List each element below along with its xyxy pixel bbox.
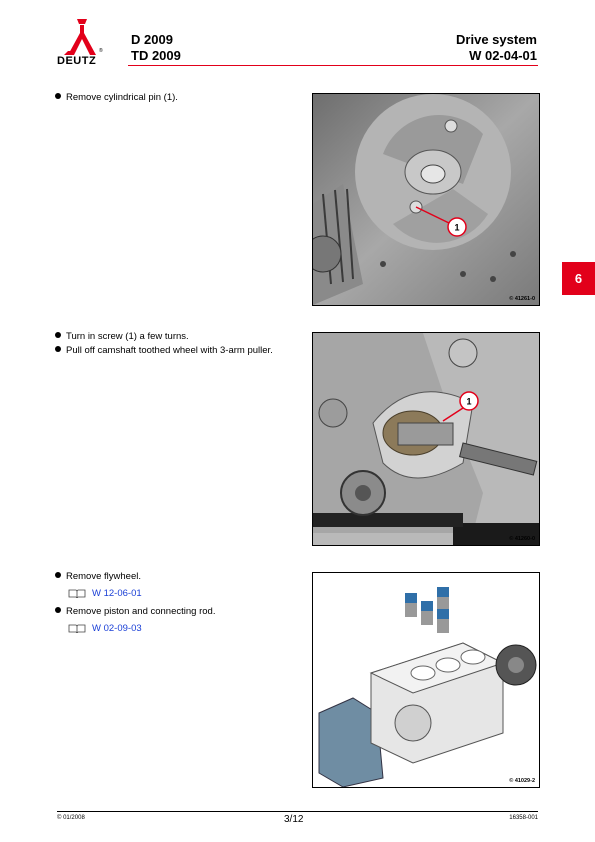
step-text: Pull off camshaft toothed wheel with 3-arm puller. [66, 345, 273, 356]
photo-caption: © 41029-2 [509, 778, 535, 784]
cross-reference-link[interactable] [68, 623, 142, 635]
cross-reference-link[interactable] [68, 588, 142, 600]
photo-caption: © 41261-0 [509, 296, 535, 302]
bullet-icon [55, 572, 61, 578]
footer-rule [57, 811, 538, 812]
bullet-icon [55, 607, 61, 613]
step-item [55, 606, 215, 618]
bullet-icon [55, 93, 61, 99]
bullet-icon [55, 332, 61, 338]
reference-code[interactable]: W 02-09-03 [92, 623, 142, 634]
model-line-2: TD 2009 [131, 48, 181, 63]
bullet-icon [55, 346, 61, 352]
document-number: 16358-001 [509, 815, 538, 821]
callout-number: 1 [466, 396, 472, 407]
header-rule [128, 65, 538, 66]
step-item [55, 345, 273, 357]
step-item [55, 571, 141, 583]
step-text: Turn in screw (1) a few turns. [66, 331, 189, 342]
chapter-tab: 6 [562, 262, 595, 295]
step-text: Remove cylindrical pin (1). [66, 92, 178, 103]
section-code: W 02-04-01 [469, 48, 537, 63]
footer-date: © 01/2008 [57, 815, 85, 821]
step-item [55, 331, 189, 343]
step-text: Remove flywheel. [66, 571, 141, 582]
photo-caption: © 41260-0 [509, 536, 535, 542]
model-line-1: D 2009 [131, 32, 173, 47]
step-text: Remove piston and connecting rod. [66, 606, 216, 617]
reference-code[interactable]: W 12-06-01 [92, 588, 142, 599]
photo-cylindrical-pin [312, 93, 540, 306]
photo-engine-exploded [312, 572, 540, 788]
step-item [55, 92, 178, 104]
page-number: 3/12 [284, 814, 304, 825]
brand-wordmark: DEUTZ [57, 55, 97, 67]
svg-text:®: ® [99, 48, 103, 54]
section-title: Drive system [456, 32, 537, 47]
callout-number: 1 [454, 222, 460, 233]
book-icon [68, 624, 86, 633]
photo-camshaft-puller [312, 332, 540, 546]
book-icon [68, 589, 86, 598]
